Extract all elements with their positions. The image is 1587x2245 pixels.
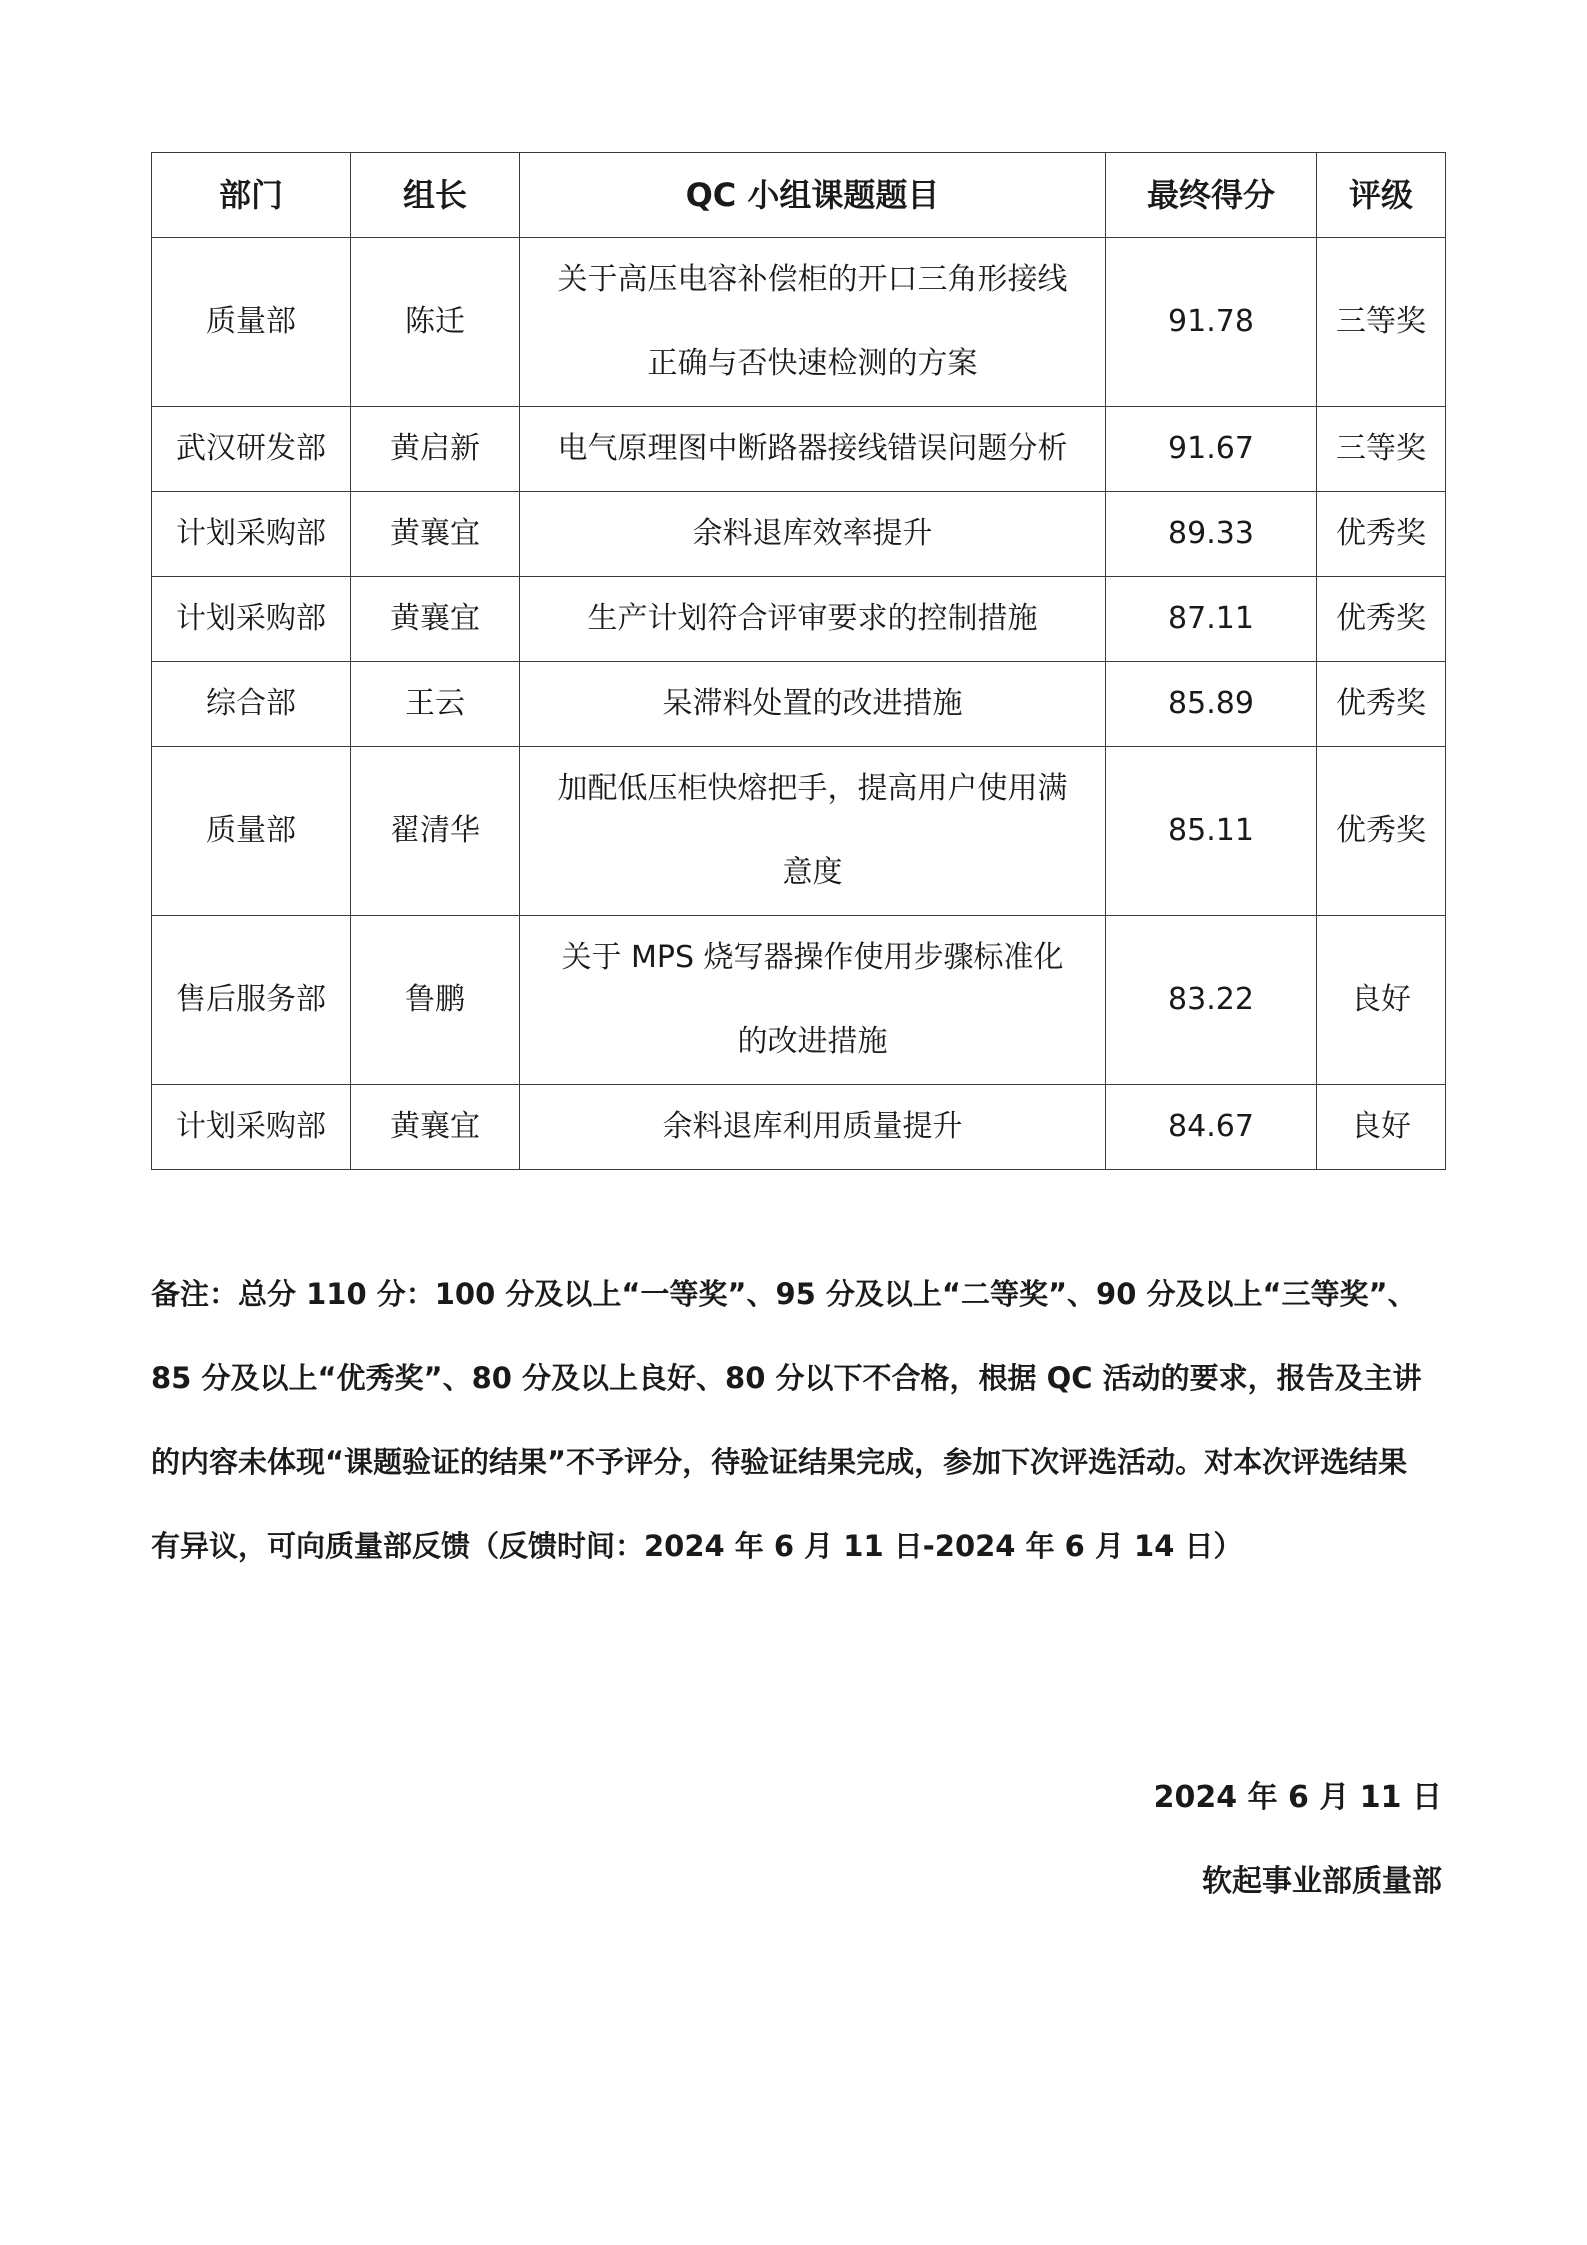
table-row [152,916,1446,1085]
remarks-line: 备注：总分 110 分：100 分及以上“一等奖”、95 分及以上“二等奖”、90 分及以上“三等奖”、 [151,1277,1417,1311]
cell-grade: 优秀奖 [1317,662,1446,747]
cell-score: 85.89 [1106,662,1317,747]
cell-grade: 良好 [1317,1085,1446,1170]
topic-line: 的改进措施 [737,1024,888,1059]
cell-leader: 黄襄宜 [351,577,520,662]
table-row [152,1085,1446,1170]
header-score: 最终得分 [1106,153,1317,238]
remarks-line: 有异议，可向质量部反馈（反馈时间：2024 年 6 月 11 日-2024 年 6 月 14 日） [151,1529,1243,1563]
header-dept: 部门 [152,153,351,238]
cell-topic [520,916,1106,1085]
cell-dept: 武汉研发部 [152,407,351,492]
header-grade: 评级 [1317,153,1446,238]
cell-score: 84.67 [1106,1085,1317,1170]
topic-line: 关于高压电容补偿柜的开口三角形接线 [557,262,1068,297]
remarks-paragraph [151,1252,1445,1588]
cell-dept: 综合部 [152,662,351,747]
cell-score: 83.22 [1106,916,1317,1085]
cell-topic [520,747,1106,916]
cell-score: 89.33 [1106,492,1317,577]
cell-topic: 电气原理图中断路器接线错误问题分析 [520,407,1106,492]
cell-leader: 鲁鹏 [351,916,520,1085]
qc-results-table [151,152,1446,1170]
cell-leader: 黄襄宜 [351,1085,520,1170]
cell-topic: 余料退库利用质量提升 [520,1085,1106,1170]
cell-grade: 优秀奖 [1317,747,1446,916]
table-row [152,407,1446,492]
table-row [152,238,1446,407]
cell-score: 85.11 [1106,747,1317,916]
cell-dept: 质量部 [152,747,351,916]
cell-score: 91.67 [1106,407,1317,492]
remarks-line: 的内容未体现“课题验证的结果”不予评分，待验证结果完成，参加下次评选活动。对本次评选结果 [151,1445,1408,1479]
topic-line: 正确与否快速检测的方案 [647,346,978,381]
topic-line: 关于 MPS 烧写器操作使用步骤标准化 [561,940,1064,975]
cell-grade: 良好 [1317,916,1446,1085]
header-leader: 组长 [351,153,520,238]
cell-dept: 售后服务部 [152,916,351,1085]
cell-topic: 呆滞料处置的改进措施 [520,662,1106,747]
cell-grade: 优秀奖 [1317,492,1446,577]
remarks-line: 85 分及以上“优秀奖”、80 分及以上良好、80 分以下不合格，根据 QC 活动的要求，报告及主讲 [151,1361,1422,1395]
table-row [152,577,1446,662]
signature-date: 2024 年 6 月 11 日 [1153,1780,1442,1815]
topic-line: 加配低压柜快熔把手，提高用户使用满 [557,771,1068,806]
topic-line: 意度 [782,855,843,890]
cell-topic: 生产计划符合评审要求的控制措施 [520,577,1106,662]
signature-department: 软起事业部质量部 [1202,1864,1442,1899]
cell-leader: 陈迁 [351,238,520,407]
cell-dept: 计划采购部 [152,577,351,662]
cell-dept: 计划采购部 [152,1085,351,1170]
cell-leader: 王云 [351,662,520,747]
cell-dept: 计划采购部 [152,492,351,577]
cell-topic: 余料退库效率提升 [520,492,1106,577]
cell-grade: 三等奖 [1317,407,1446,492]
cell-grade: 优秀奖 [1317,577,1446,662]
cell-topic [520,238,1106,407]
table-row [152,662,1446,747]
cell-grade: 三等奖 [1317,238,1446,407]
cell-leader: 翟清华 [351,747,520,916]
header-topic: QC 小组课题题目 [520,153,1106,238]
cell-score: 91.78 [1106,238,1317,407]
cell-dept: 质量部 [152,238,351,407]
table-row [152,747,1446,916]
table-header-row [152,153,1446,238]
cell-score: 87.11 [1106,577,1317,662]
cell-leader: 黄启新 [351,407,520,492]
table-row [152,492,1446,577]
cell-leader: 黄襄宜 [351,492,520,577]
